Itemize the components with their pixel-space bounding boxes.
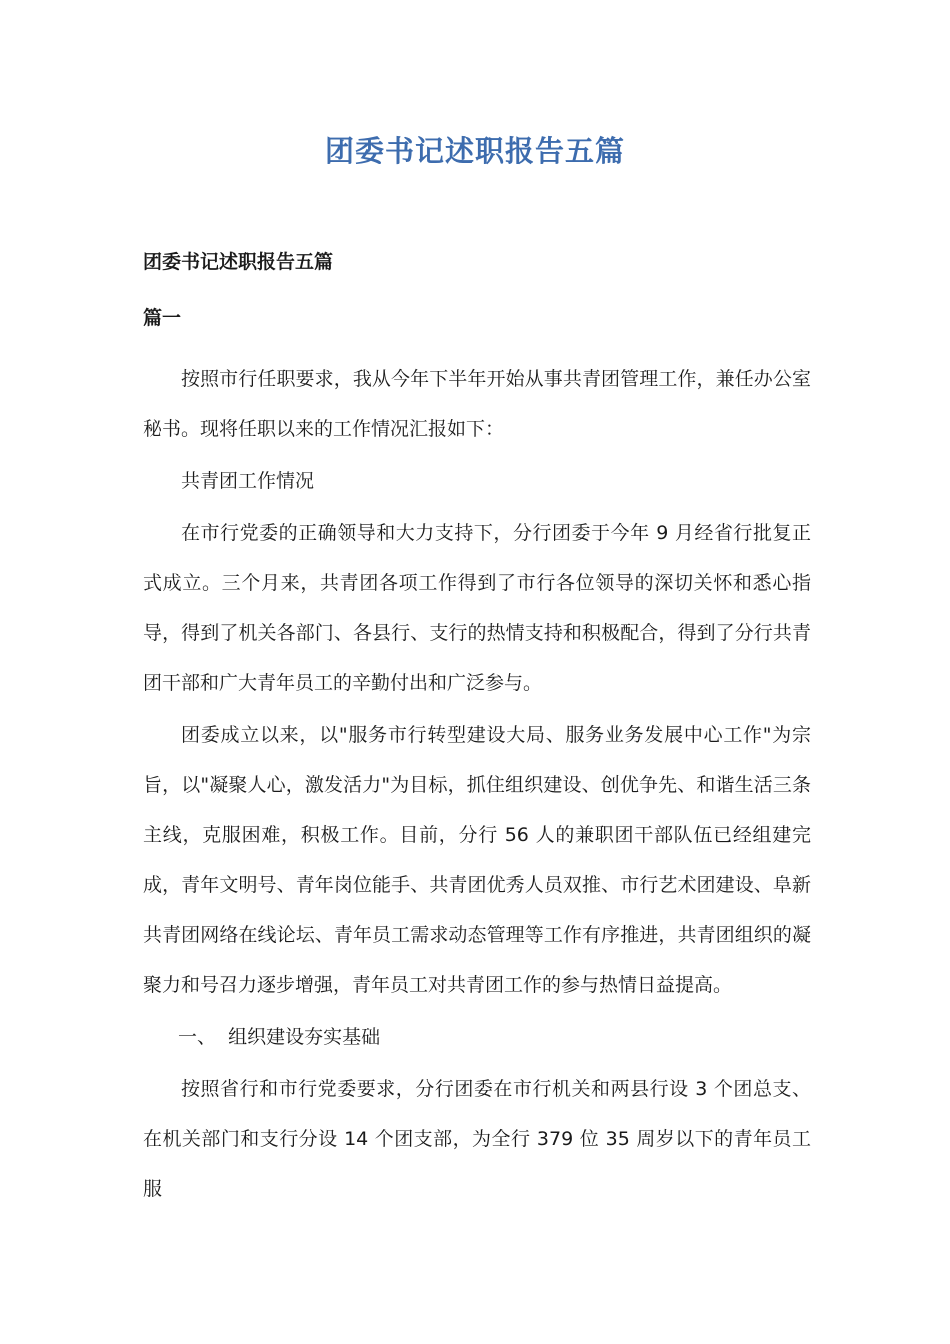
paragraph: 按照省行和市行党委要求，分行团委在市行机关和两县行设 3 个团总支、在机关部门和支行分设 14 个团支部，为全行 379 位 35 周岁以下的青年员工服 — [143, 1078, 811, 1200]
paragraph: 在市行党委的正确领导和大力支持下，分行团委于今年 9 月经省行批复正式成立。三个月来，共青团各项工作得到了市行各位领导的深切关怀和悉心指导，得到了机关各部门、各县行、支行的热情支持和积极配合，得到了分行共青团干部和广大青年员工的辛勤付出和广泛参与。 — [143, 522, 811, 694]
paragraph: 团委成立以来，以"服务市行转型建设大局、服务业务发展中心工作"为宗旨，以"凝聚人心，激发活力"为目标，抓住组织建设、创优争先、和谐生活三条主线，克服困难，积极工作。目前，分行 56 人的兼职团干部队伍已经组建完成，青年文明号、青年岗位能手、共青团优秀人员双推、市行艺术团建设、阜新共青团网络在线论坛、青年员工需求动态管理等工作有序推进，共青团组织的凝聚力和号召力逐步增强，青年员工对共青团工作的参与热情日益提高。 — [143, 724, 811, 996]
paragraph: 按照市行任职要求，我从今年下半年开始从事共青团管理工作，兼任办公室秘书。现将任职以来的工作情况汇报如下： — [143, 368, 811, 440]
document-title: 团委书记述职报告五篇 — [324, 134, 625, 168]
document-subtitle: 团委书记述职报告五篇 — [143, 251, 334, 273]
paragraph-heading: 共青团工作情况 — [181, 470, 315, 492]
section-label: 篇一 — [143, 307, 182, 329]
section-heading: 一、 组织建设夯实基础 — [178, 1026, 381, 1048]
document-body — [143, 243, 811, 1216]
